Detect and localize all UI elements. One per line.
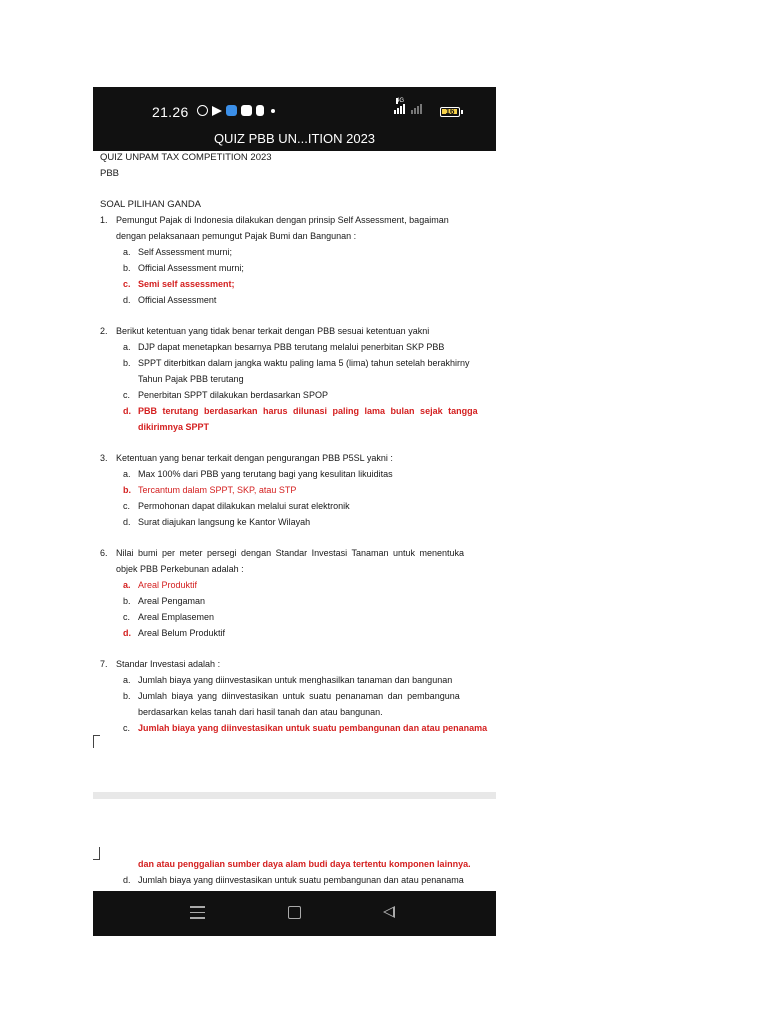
option-letter: d. [123,517,131,527]
option-text: berdasarkan kelas tanah dari hasil tanah dan atau bangunan. [138,707,383,717]
option-text: Surat diajukan langsung ke Kantor Wilayah [138,517,311,527]
question-number: 6. [100,548,108,558]
option-letter: c. [123,279,131,289]
option-text: Official Assessment [138,295,217,305]
answer-option-text: Jumlah biaya yang diinvestasikan untuk suatu pembangunan dan atau penanama [138,723,488,733]
option-letter: c. [123,390,131,400]
question-number: 2. [100,326,108,336]
answer-option-text: Areal Produktif [138,580,198,590]
option-text: SPPT diterbitkan dalam jangka waktu paling lama 5 (lima) tahun setelah berakhirny [138,358,470,368]
question-text: Standar Investasi adalah : [116,659,221,669]
option-letter: d. [123,295,131,305]
notification-dot-icon [271,109,275,113]
option-letter: a. [123,469,131,479]
question-text: dengan pelaksanaan pemungut Pajak Bumi dan Bangunan : [116,231,357,241]
option-text: Jumlah biaya yang diinvestasikan untuk suatu pembangunan dan atau penanama [138,875,464,885]
heading: PBB [100,168,120,179]
phone-screen [93,87,496,936]
battery-icon [440,107,460,117]
option-letter: c. [123,612,131,622]
option-letter: b. [123,596,131,606]
answer-option-text: Tercantum dalam SPPT, SKP, atau STP [138,485,297,495]
question-text: objek PBB Perkebunan adalah : [116,564,244,574]
page-break [93,792,496,799]
option-letter: d. [123,875,131,885]
option-text: DJP dapat menetapkan besarnya PBB terutang melalui penerbitan SKP PBB [138,342,445,352]
option-text: Self Assessment murni; [138,247,233,257]
app-icon [226,105,237,116]
option-letter: a. [123,675,131,685]
option-text: Official Assessment murni; [138,263,244,273]
question-text: Ketentuan yang benar terkait dengan pengurangan PBB P5SL yakni : [116,453,393,463]
telegram-icon [212,106,222,116]
page-corner-mark [93,735,100,748]
signal-icon [411,104,422,114]
option-letter: d. [123,628,131,638]
page-corner-mark [93,847,100,860]
signal-icons [394,98,422,114]
answer-option-text: dikirimnya SPPT [138,422,210,432]
option-text: Jumlah biaya yang diinvestasikan untuk menghasilkan tanaman dan bangunan [138,675,453,685]
navigation-bar [93,891,496,936]
option-text: Max 100% dari PBB yang terutang bagi yang kesulitan likuiditas [138,469,393,479]
app-icon [241,105,252,116]
option-letter: a. [123,247,131,257]
answer-option-text: Semi self assessment; [138,279,235,289]
whatsapp-icon [197,105,208,116]
back-icon[interactable] [383,906,395,918]
option-text: Tahun Pajak PBB terutang [138,374,244,384]
option-text: Penerbitan SPPT dilakukan berdasarkan SPOP [138,390,328,400]
notification-icons [197,105,275,116]
option-letter: a. [123,580,131,590]
option-letter: c. [123,723,131,733]
answer-option-text: dan atau penggalian sumber daya alam budi daya tertentu komponen lainnya. [138,859,471,869]
option-letter: d. [123,406,131,416]
question-text: Berikut ketentuan yang tidak benar terkait dengan PBB sesuai ketentuan yakni [116,326,430,336]
option-text: Areal Emplasemen [138,612,215,622]
option-letter: b. [123,358,131,368]
option-text: Areal Pengaman [138,596,206,606]
question-number: 1. [100,215,108,225]
option-text: Jumlah biaya yang diinvestasikan untuk suatu penanaman dan pembanguna [138,691,460,701]
option-letter: b. [123,263,131,273]
question-number: 7. [100,659,108,669]
signal-icon [394,98,405,114]
option-text: Permohonan dapat dilakukan melalui surat elektronik [138,501,350,511]
option-letter: a. [123,342,131,352]
question-text: Nilai bumi per meter persegi dengan Standar Investasi Tanaman untuk menentuka [116,548,465,558]
app-icon [256,105,264,116]
section-title: SOAL PILIHAN GANDA [100,199,202,210]
document-title: QUIZ PBB UN...ITION 2023 [93,127,496,151]
option-letter: c. [123,501,131,511]
option-letter: b. [123,485,131,495]
heading: QUIZ UNPAM TAX COMPETITION 2023 [100,152,272,163]
option-letter: b. [123,691,131,701]
battery-level: 16 [445,107,455,116]
question-text: Pemungut Pajak di Indonesia dilakukan dengan prinsip Self Assessment, bagaiman [116,215,449,225]
network-label: 4G [396,98,405,104]
clock: 21.26 [152,104,189,120]
option-text: Areal Belum Produktif [138,628,226,638]
recent-apps-icon[interactable] [190,906,205,923]
question-number: 3. [100,453,108,463]
answer-option-text: PBB terutang berdasarkan harus dilunasi paling lama bulan sejak tangga [138,406,478,416]
status-bar [93,87,496,127]
home-icon[interactable] [288,906,301,919]
